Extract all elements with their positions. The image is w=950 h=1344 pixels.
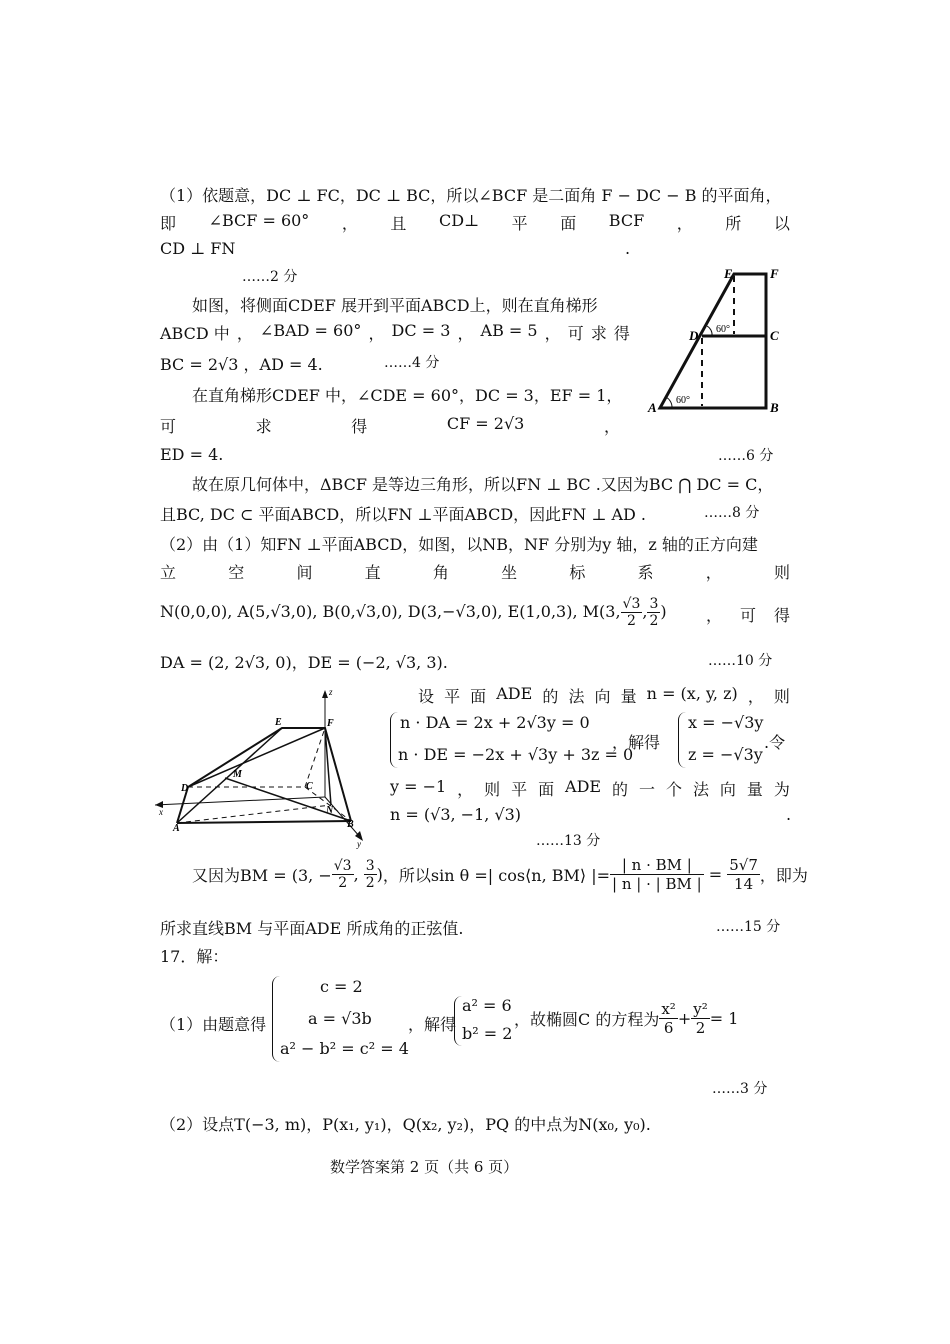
text-seg: ，所以sin θ =| cos⟨n, BM⟩ |= (382, 866, 611, 885)
numerator: √3 (622, 596, 641, 612)
label-n: N (326, 805, 334, 816)
proof-line: 在直角梯形CDEF 中，∠CDE = 60°，DC = 3，EF = 1， (192, 386, 623, 405)
dash-cf (305, 728, 325, 787)
fraction-y (691, 1000, 710, 1037)
text-seg: 且 (390, 214, 407, 233)
solution-1: x = −√3y (688, 713, 764, 732)
equation-c: c = 2 (320, 977, 363, 996)
numerator: x² (661, 1000, 676, 1018)
proof-line: 如图，将侧面CDEF 展开到平面ABCD上，则在直角梯形 (192, 296, 598, 315)
part1-prefix: （1）由题意得 (160, 1015, 267, 1034)
text-seg: 系 (637, 563, 654, 582)
proof-line-tail (706, 603, 790, 626)
text-seg: 得 (351, 417, 368, 436)
ellipse-equation (514, 1000, 738, 1037)
solution-a: a² = 6 (462, 996, 512, 1015)
text-seg: ， (603, 417, 620, 436)
text-seg: 可 (567, 324, 584, 343)
text-seg: ， (457, 780, 474, 799)
text-seg: 所 (725, 214, 742, 233)
proof-line-justified (160, 211, 790, 234)
proof-line-justified (160, 414, 620, 437)
text-seg: ， (705, 563, 722, 582)
coords-text: N(0,0,0), A(5,√3,0), B(0,√3,0), D(3,−√3,0), E(1,0,3), M(3, (160, 602, 621, 621)
label-y: y (357, 839, 361, 849)
text-seg: ，即为 (759, 866, 808, 885)
text-seg: 求 (255, 417, 272, 436)
plus: + (677, 1009, 692, 1028)
solve-text: ，解得 (612, 733, 661, 752)
angle-arc-a (666, 397, 672, 408)
part2-line: （2）设点T(−3, m)，P(x₁, y₁)，Q(x₂, y₂)，PQ 的中点为N(x₀, y₀). (160, 1115, 651, 1134)
score-mark: ……3 分 (712, 1081, 768, 1097)
text-seg: CD⊥ (438, 211, 480, 230)
text-seg: 一 (639, 780, 656, 799)
score-mark: ……10 分 (708, 653, 773, 669)
proof-line: （1）依题意，DC ⊥ FC，DC ⊥ BC，所以∠BCF 是二面角 F − DC − B 的平面角， (160, 186, 782, 205)
denominator: 2 (695, 1019, 706, 1037)
proof-line: BC = 2√3 ，AD = 4. (160, 355, 323, 374)
text-seg: 得 (613, 324, 630, 343)
text-seg: 法 (568, 687, 585, 706)
label-e: E (724, 266, 733, 281)
text-seg: ABCD 中 (160, 324, 230, 343)
equation-1: n · DA = 2x + 2√3y = 0 (400, 713, 590, 732)
label-a: A (173, 823, 180, 834)
label-a: A (648, 400, 657, 415)
numerator: 5√7 (729, 856, 758, 874)
label-z: z (329, 687, 333, 697)
text-seg: ， (457, 324, 474, 343)
numerator: y² (693, 1000, 708, 1018)
text-seg: ADE (496, 684, 533, 703)
score-mark: ……2 分 (242, 269, 298, 285)
text-seg: 立 (160, 563, 177, 582)
fraction-x (659, 1000, 677, 1037)
text-seg: 得 (773, 606, 790, 625)
period: . (625, 239, 631, 258)
text-seg: 可 (739, 606, 756, 625)
label-f: F (327, 718, 334, 729)
numerator: 3 (365, 858, 375, 874)
text-seg: 量 (746, 780, 763, 799)
proof-line-justified (390, 777, 790, 800)
proof-line: 且BC, DC ⊂ 平面ABCD，所以FN ⊥平面ABCD，因此FN ⊥ AD . (160, 505, 647, 524)
denominator: 2 (649, 613, 659, 629)
text-seg: 为 (773, 780, 790, 799)
text-seg: 平 (511, 214, 528, 233)
text-seg: 又因为BM = (3, − (192, 866, 332, 885)
text-seg: 设 (418, 687, 435, 706)
period: . (786, 805, 792, 824)
text-seg: 空 (228, 563, 245, 582)
text-seg: 的 (612, 780, 629, 799)
solve-text: ，解得 (408, 1015, 457, 1034)
fraction-cos (610, 856, 704, 893)
fraction-result (727, 856, 760, 893)
text-seg: 则 (773, 687, 790, 706)
numerator: √3 (333, 858, 352, 874)
text-seg: 的 (542, 687, 559, 706)
numerator: 3 (649, 596, 659, 612)
page-footer: 数学答案第 2 页（共 6 页） (330, 1158, 519, 1176)
text-seg: 即 (160, 214, 177, 233)
solution-2: z = −√3y (688, 745, 763, 764)
text-seg: ， (706, 606, 723, 625)
edge-ab (177, 821, 351, 823)
text-seg: 可 (160, 417, 177, 436)
text-seg: AB = 5 (480, 321, 538, 340)
solution-brace (678, 712, 687, 768)
fraction-sqrt3-over-2 (621, 596, 643, 629)
text-seg: 量 (620, 687, 637, 706)
fraction-sqrt3-over-2 (332, 858, 354, 891)
text-seg: 直 (364, 563, 381, 582)
text-seg: 个 (665, 780, 682, 799)
numerator: | n · BM | (610, 856, 704, 875)
text-seg: 面 (470, 687, 487, 706)
sine-line: 又因为BM = (3, − $\frac{√3}{2}$ , $\frac{3}{2}$ ) ，所以sin θ =| cos⟨n, BM⟩ |= $\frac{| n \cdot BM |}{| n | \cdot | BM |}$ = $\frac{5√7}{14}$ ，即为 (192, 856, 808, 893)
edge-fd (188, 728, 325, 787)
label-f: F (770, 266, 779, 281)
equation-a: a = √3b (308, 1009, 372, 1028)
proof-line: ED = 4. (160, 445, 224, 464)
text-seg: 求 (590, 324, 607, 343)
let-text: .令 (764, 733, 786, 752)
proof-line: （2）由（1）知FN ⊥平面ABCD，如图，以NB，NF 分别为y 轴，z 轴的正方向建 (160, 535, 758, 554)
text-seg: 平 (511, 780, 528, 799)
proof-line-justified (160, 321, 630, 344)
text-seg: 间 (296, 563, 313, 582)
score-mark: ……4 分 (384, 355, 440, 371)
text-seg: y = −1 (390, 777, 447, 796)
normal-vector: n = (√3, −1, √3) (390, 805, 522, 824)
text-seg: ， (747, 687, 764, 706)
text-seg: ， (676, 214, 693, 233)
label-b: B (347, 819, 354, 830)
text-seg: ， (368, 324, 385, 343)
text-seg: 坐 (501, 563, 518, 582)
denominator: 2 (627, 613, 636, 629)
text-seg: 角 (432, 563, 449, 582)
fraction-3-over-2 (364, 858, 377, 891)
solution-b: b² = 2 (462, 1024, 513, 1043)
z-arrow (322, 690, 328, 698)
fraction-3-over-2 (647, 596, 660, 629)
text-seg: 向 (719, 780, 736, 799)
outer-trapezoid (660, 274, 766, 408)
label-b: B (770, 400, 779, 415)
proof-line: 故在原几何体中，ΔBCF 是等边三角形，所以FN ⊥ BC .又因为BC ⋂ DC = C， (192, 475, 774, 494)
angle-label-a: 60° (676, 395, 690, 406)
proof-line: 所求直线BM 与平面ADE 所成角的正弦值. (160, 919, 464, 938)
text-seg: 以 (773, 214, 790, 233)
label-m: M (233, 769, 242, 780)
proof-line-justified (160, 560, 790, 583)
text-seg: DC = 3 (391, 321, 451, 340)
equals-one: = 1 (709, 1009, 739, 1028)
equation-2: n · DE = −2x + √3y + 3z = 0 (398, 745, 634, 764)
text-seg: 平 (444, 687, 461, 706)
text-seg: 则 (484, 780, 501, 799)
trapezoid-figure (640, 262, 790, 422)
text-seg: ∠BAD = 60° (259, 321, 362, 340)
text-seg: ，故椭圆C 的方程为 (514, 1010, 660, 1029)
proof-line-justified (418, 684, 790, 707)
proof-line: CD ⊥ FN (160, 239, 236, 258)
score-mark: ……6 分 (718, 448, 774, 464)
text-seg: 则 (773, 563, 790, 582)
equation-ab: a² − b² = c² = 4 (280, 1039, 409, 1058)
text-seg: 面 (560, 214, 577, 233)
denominator: | n | · | BM | (612, 875, 702, 893)
edge-ae (177, 728, 282, 823)
score-mark: ……8 分 (704, 505, 760, 521)
score-mark: ……15 分 (716, 919, 781, 935)
text-seg: n = (x, y, z) (646, 684, 738, 703)
score-mark: ……13 分 (536, 833, 601, 849)
label-c: C (770, 328, 779, 343)
text-seg: CF = 2√3 (446, 414, 525, 433)
label-x: x (159, 807, 163, 817)
question-heading: 17．解： (160, 947, 229, 966)
text-seg: ， (236, 324, 253, 343)
dash-an (177, 805, 331, 823)
text-seg: 标 (569, 563, 586, 582)
label-d: D (181, 783, 189, 794)
denominator: 6 (663, 1019, 674, 1037)
text-seg: ∠BCF = 60° (208, 211, 310, 230)
text-seg: 法 (692, 780, 709, 799)
label-d: D (689, 328, 699, 343)
label-c: C (306, 781, 313, 792)
denominator: 14 (734, 875, 754, 893)
angle-label-d: 60° (716, 324, 730, 335)
text-seg: ， (544, 324, 561, 343)
coordinates-line: N(0,0,0), A(5,√3,0), B(0,√3,0), D(3,−√3,0), E(1,0,3), M(3, $\frac{√3}{2}$ , $\frac{3}{2}$ ) (160, 596, 667, 629)
denominator: 2 (338, 875, 348, 891)
label-e: E (275, 717, 282, 728)
text-seg: BCF (608, 211, 645, 230)
denominator: 2 (365, 875, 375, 891)
text-seg: ， (341, 214, 358, 233)
solid-figure (155, 685, 380, 850)
text-seg: 面 (538, 780, 555, 799)
vectors-line: DA = (2, 2√3, 0)，DE = (−2, √3, 3). (160, 653, 448, 672)
text-seg: ADE (565, 777, 602, 796)
text-seg: 向 (594, 687, 611, 706)
